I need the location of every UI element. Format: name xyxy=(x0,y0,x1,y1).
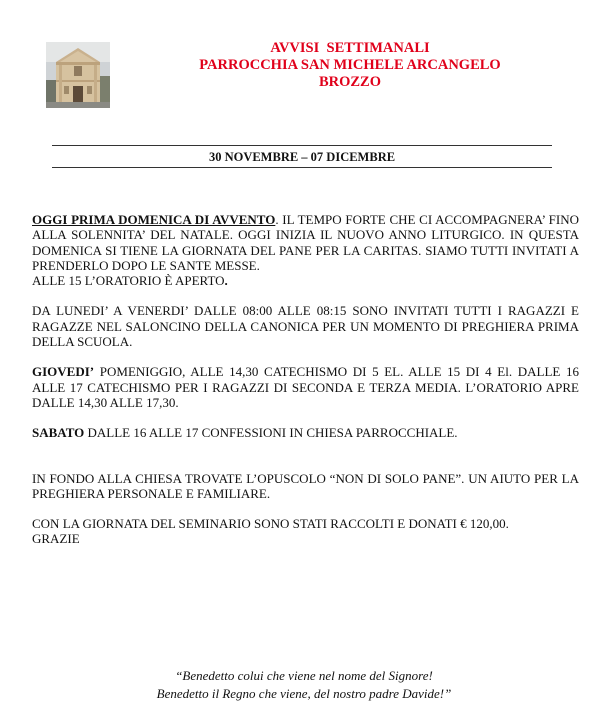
header-parish-name: PARROCCHIA SAN MICHELE ARCANGELO xyxy=(199,57,501,73)
church-photo xyxy=(46,42,110,108)
footer-quote xyxy=(0,667,608,703)
header-location: BROZZO xyxy=(318,74,382,90)
notice-booklet: IN FONDO ALLA CHIESA TROVATE L’OPUSCOLO “NON DI SOLO PANE”. UN AIUTO PER LA PREGHIERA PERSONALE E FAMILIARE. xyxy=(32,470,579,501)
notice-advent xyxy=(32,212,579,273)
notice-oratory-end: . xyxy=(224,273,228,289)
top-divider xyxy=(52,145,552,146)
notices-body xyxy=(32,212,579,562)
notice-saturday-text: DALLE 16 ALLE 17 CONFESSIONI IN CHIESA PARROCCHIALE. xyxy=(84,425,458,441)
notice-seminary: CON LA GIORNATA DEL SEMINARIO SONO STATI RACCOLTI E DONATI € 120,00. xyxy=(32,516,509,532)
week-range: 30 NOVEMBRE – 07 DICEMBRE xyxy=(208,150,396,164)
notice-thursday xyxy=(32,364,579,410)
bottom-divider xyxy=(52,167,552,168)
notice-weekday-prayer: DA LUNEDI’ A VENERDI’ DALLE 08:00 ALLE 08:15 SONO INVITATI TUTTI I RAGAZZI E RAGAZZE NEL SALONCINO DELLA CANONICA PER UN MOMENTO DI PREGHIERA PRIMA DELLA SCUOLA. xyxy=(32,303,579,350)
header-title-line1: AVVISI SETTIMANALI xyxy=(270,40,430,56)
notice-saturday xyxy=(32,425,579,440)
header-title-block xyxy=(130,40,570,91)
church-facade-image xyxy=(46,42,110,108)
notice-thursday-text: POMENIGGIO, ALLE 14,30 CATECHISMO DI 5 EL. ALLE 15 DI 4 El. DALLE 16 ALLE 17 CATECHISMO PER I RAGAZZI DI SECONDA E TERZA MEDIA. L’ORATORIO APRE DALLE 14,30 ALLE 17,30. xyxy=(32,364,579,410)
notice-oratory xyxy=(32,273,579,288)
notice-advent-text: . IL TEMPO FORTE CHE CI ACCOMPAGNERA’ FINO ALLA SOLENNITA’ DEL NATALE. OGGI INIZIA IL NUOVO ANNO LITURGICO. IN QUESTA DOMENICA SI TIENE LA GIORNATA DEL PANE PER LA CARITAS. SIAMO TUTTI INVITATI A PRENDERLO DOPO LE SANTE MESSE. xyxy=(32,212,579,273)
notice-thanks: GRAZIE xyxy=(32,531,80,547)
notice-saturday-lead: SABATO xyxy=(32,425,85,441)
notice-advent-lead: OGGI PRIMA DOMENICA DI AVVENTO xyxy=(32,212,276,227)
footer-quote-line1: “Benedetto colui che viene nel nome del Signore! xyxy=(175,668,433,683)
footer-quote-line2: Benedetto il Regno che viene, del nostro padre Davide!” xyxy=(156,686,452,701)
notice-thursday-lead: GIOVEDI’ xyxy=(32,364,95,380)
notice-oratory-text: ALLE 15 L’ORATORIO È APERTO xyxy=(32,273,225,289)
